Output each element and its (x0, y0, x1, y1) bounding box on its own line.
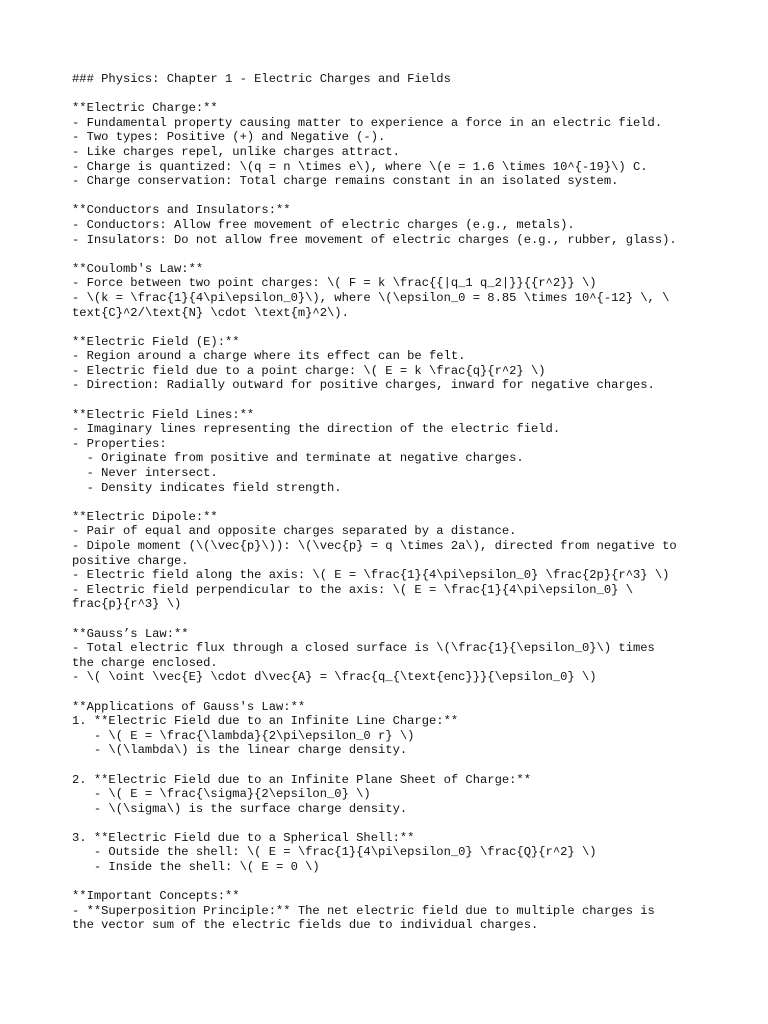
list-item: - Electric field along the axis: \( E = \frac{1}{4\pi\epsilon_0} \frac{2p}{r^3} \) (72, 568, 670, 583)
list-item: - Force between two point charges: \( F = k \frac{{|q_1 q_2|}}{{r^2}} \) (72, 276, 597, 291)
text-line: the charge enclosed. (72, 655, 218, 670)
list-item: - Conductors: Allow free movement of electric charges (e.g., metals). (72, 217, 575, 232)
section-heading: **Electric Field Lines:** (72, 407, 255, 422)
list-item: - Pair of equal and opposite charges separated by a distance. (72, 524, 517, 539)
nested-list-item: - Density indicates field strength. (72, 480, 342, 495)
list-item: - Electric field perpendicular to the axis: \( E = \frac{1}{4\pi\epsilon_0} \ (72, 582, 633, 597)
nested-list-item: - Outside the shell: \( E = \frac{1}{4\pi\epsilon_0} \frac{Q}{r^2} \) (72, 845, 597, 860)
list-item: - Total electric flux through a closed surface is \(\frac{1}{\epsilon_0}\) times (72, 641, 655, 656)
list-item: - Properties: (72, 436, 167, 451)
nested-list-item: - \( E = \frac{\sigma}{2\epsilon_0} \) (72, 787, 371, 802)
nested-list-item: - \(\sigma\) is the surface charge density. (72, 801, 408, 816)
blank-line (72, 816, 702, 831)
document-page (72, 72, 702, 933)
blank-line (72, 758, 702, 773)
section-heading: **Conductors and Insulators:** (72, 203, 291, 218)
nested-list-item: - Originate from positive and terminate at negative charges. (72, 451, 524, 466)
list-item: - **Superposition Principle:** The net electric field due to multiple charges is (72, 903, 655, 918)
nested-list-item: - \( E = \frac{\lambda}{2\pi\epsilon_0 r} \) (72, 728, 415, 743)
numbered-subheading: 3. **Electric Field due to a Spherical Shell:** (72, 830, 415, 845)
blank-line (72, 189, 702, 204)
list-item: - Charge conservation: Total charge remains constant in an isolated system. (72, 174, 619, 189)
list-item: - Like charges repel, unlike charges attract. (72, 144, 400, 159)
numbered-subheading: 1. **Electric Field due to an Infinite Line Charge:** (72, 714, 459, 729)
text-line: text{C}^2/\text{N} \cdot \text{m}^2\). (72, 305, 349, 320)
text-line: positive charge. (72, 553, 189, 568)
section-heading: **Gauss’s Law:** (72, 626, 189, 641)
section-heading: **Electric Field (E):** (72, 334, 240, 349)
blank-line (72, 87, 702, 102)
blank-line (72, 320, 702, 335)
list-item: - Two types: Positive (+) and Negative (-). (72, 130, 386, 145)
list-item: - Region around a charge where its effect can be felt. (72, 349, 466, 364)
list-item: - Imaginary lines representing the direction of the electric field. (72, 422, 561, 437)
text-line: the vector sum of the electric fields due to individual charges. (72, 918, 539, 933)
document-title: ### Physics: Chapter 1 - Electric Charges and Fields (72, 72, 451, 86)
section-heading: **Electric Dipole:** (72, 509, 218, 524)
list-item: - Insulators: Do not allow free movement of electric charges (e.g., rubber, glass). (72, 232, 677, 247)
list-item: - \( \oint \vec{E} \cdot d\vec{A} = \frac{q_{\text{enc}}}{\epsilon_0} \) (72, 670, 597, 685)
blank-line (72, 685, 702, 700)
numbered-subheading: 2. **Electric Field due to an Infinite Plane Sheet of Charge:** (72, 772, 531, 787)
section-heading: **Applications of Gauss's Law:** (72, 699, 306, 714)
list-item: - Fundamental property causing matter to experience a force in an electric field. (72, 115, 663, 130)
list-item: - Charge is quantized: \(q = n \times e\), where \(e = 1.6 \times 10^{-19}\) C. (72, 159, 648, 174)
list-item: - Dipole moment (\(\vec{p}\)): \(\vec{p} = q \times 2a\), directed from negative to (72, 539, 677, 553)
blank-line (72, 612, 702, 627)
section-heading: **Coulomb's Law:** (72, 261, 204, 276)
section-heading: **Important Concepts:** (72, 889, 240, 904)
list-item: - \(k = \frac{1}{4\pi\epsilon_0}\), where \(\epsilon_0 = 8.85 \times 10^{-12} \, \ (72, 290, 670, 305)
list-item: - Electric field due to a point charge: \( E = k \frac{q}{r^2} \) (72, 363, 546, 378)
nested-list-item: - Never intersect. (72, 466, 218, 481)
blank-line (72, 495, 702, 510)
text-line: frac{p}{r^3} \) (72, 597, 182, 612)
nested-list-item: - Inside the shell: \( E = 0 \) (72, 860, 320, 875)
blank-line (72, 393, 702, 408)
section-heading: **Electric Charge:** (72, 101, 218, 116)
nested-list-item: - \(\lambda\) is the linear charge density. (72, 743, 408, 758)
blank-line (72, 875, 702, 890)
blank-line (72, 247, 702, 262)
list-item: - Direction: Radially outward for positive charges, inward for negative charges. (72, 378, 655, 393)
